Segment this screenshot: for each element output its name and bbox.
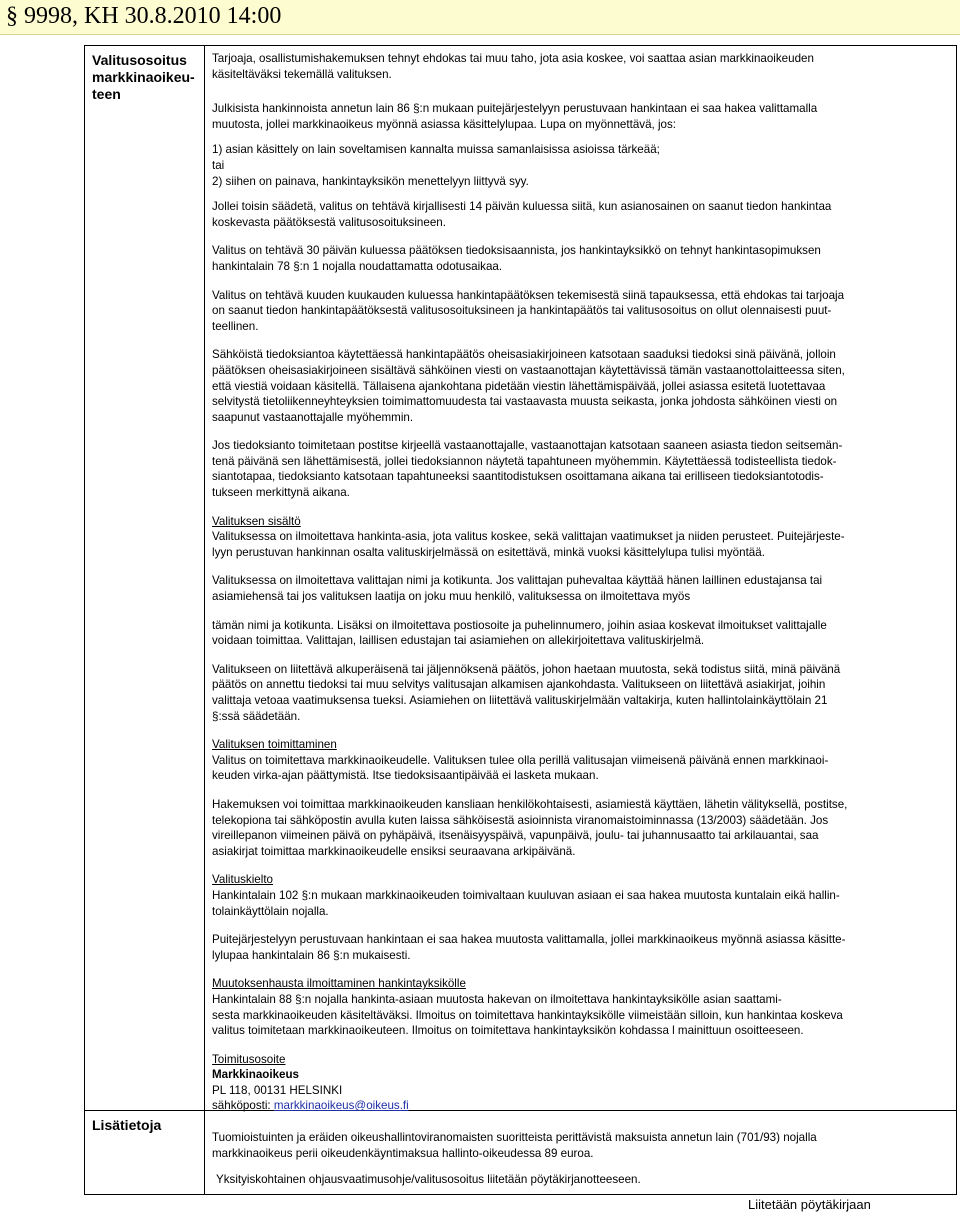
email-label: sähköposti: [212, 1099, 274, 1113]
court-name: Markkinaoikeus [212, 1068, 299, 1082]
section-heading: Valituskielto [212, 873, 274, 887]
section-notify-unit: Muutoksenhausta ilmoittaminen hankintayksikölle Hankintalain 88 §:n nojalla hankinta-asiaan muutosta hakevan on ilmoitettava hankintayksikölle asian saattami- sesta markkinaoikeuden käsiteltäväksi. Ilmoitus on toimitettava hankintayksikölle viimeistään silloin, kun hankintaa koskeva valitus toimitetaan markkinaoikeuteen. Ilmoitus on toimitettava hankintayksikön kohdassa l mainittuun osoitteeseen. [212, 976, 952, 1038]
section-heading: Valituksen toimittaminen [212, 738, 337, 752]
section-submitting-appeal: Valituksen toimittaminen Valitus on toimitettava markkinaoikeudelle. Valituksen tulee olla perillä valitusajan viimeisenä päivänä ennen markkinaoi- keuden virka-ajan päättymistä. Itse tiedoksisaantipäivää ei lasketa mukaan. [212, 737, 952, 784]
page-title: § 9998, KH 30.8.2010 14:00 [6, 3, 282, 29]
section-appeal-content: Valituksen sisältö Valituksessa on ilmoitettava hankinta-asia, jota valitus koskee, sekä valittajan vaatimukset ja niiden perusteet. Puitejärjeste- lyyn perustuvan hankinnan osalta valituskirjelmässä on esitettävä, minkä vuoksi käsittelylupa tulisi myöntää. [212, 514, 952, 561]
section-appeal-prohibition: Valituskielto Hankintalain 102 §:n mukaan markkinaoikeuden toimivaltaan kuuluvan asiaan ei saa hakea muutosta kuntalain eikä hallin- tolainkäyttölain nojalla. [212, 872, 952, 919]
paragraph-attachments: Valitukseen on liitettävä alkuperäisenä tai jäljennöksenä päätös, johon haetaan muutosta, sekä todistus siitä, minä päivänä päätös on annettu tiedoksi tai muu selvitys valitusajan alkamisen ajankohdasta. Valitukseen on liitettävä asiakirjat, joihin valittaja vetoaa vaatimuksensa tueksi. Asiamiehen on liitettävä valituskirjelmään valtakirja, kuten hallintolainkäyttölain 21 §:ssä säädetään. [212, 662, 841, 723]
paragraph-30-days: Valitus on tehtävä 30 päivän kuluessa päätöksen tiedoksisaannista, jos hankintayksikkö on tehnyt hankintasopimuksen hankintalain 78 §:n 1 nojalla noudattamatta odotusaikaa. [212, 244, 821, 273]
attachment-note: Yksityiskohtainen ohjausvaatimusohje/valitusosoitus liitetään pöytäkirjanotteeseen. [216, 1173, 641, 1186]
appeal-content [212, 51, 952, 1114]
footer-note: Liitetään pöytäkirjaan [748, 1197, 871, 1212]
label-appeal-instructions: Valitusosoitus markkinaoikeu- teen [92, 52, 195, 102]
email-link[interactable]: markkinaoikeus@oikeus.fi [273, 1099, 409, 1113]
header-bar [0, 0, 960, 35]
label-additional-info: Lisätietoja [92, 1117, 162, 1133]
paragraph-framework-prohibition: Puitejärjestelyyn perustuvaan hankintaan ei saa hakea muutosta valittamalla, jollei markkinaoikeus myönnä asiassa käsitte- lylupaa hankintalain 86 §:n mukaisesti. [212, 933, 846, 962]
paragraph-appellant-name: Valituksessa on ilmoitettava valittajan nimi ja kotikunta. Jos valittajan puhevaltaa käyttää hänen laillinen edustajansa tai asiamiehensä tai jos valituksen laatija on joku muu henkilö, valituksessa on ilmoitettava myös [212, 574, 823, 604]
postal-address: PL 118, 00131 HELSINKI [212, 1083, 343, 1097]
paragraph-appellant-address: tämän nimi ja kotikunta. Lisäksi on ilmoitettava postiosoite ja puhelinnumero, joihin asiaa koskevat ilmoitukset valittajalle voidaan toimittaa. Valittajan, laillisen edustajan tai asiamiehen on allekirjoitettava valituskirjelmä. [212, 618, 827, 648]
appeal-instructions-table [84, 45, 957, 1195]
paragraph-14-days: Jollei toisin säädetä, valitus on tehtävä kirjallisesti 14 päivän kuluessa siitä, kun asianosainen on saanut tiedon hankintaa koskevasta päätöksestä valitusosoituksineen. [212, 200, 832, 229]
paragraph-electronic-notice: Sähköistä tiedoksiantoa käytettäessä hankintapäätös oheisasiakirjoineen katsotaan saaduksi tiedoksi sinä päivänä, jolloin päätöksen oheisasiakirjoineen sisältävä sähköinen viesti on vastaanottajan käytettävissä tämän vastaanottolaitteessa siten, että viestiä voidaan käsitellä. Tällaisena ajankohtana pidetään viestin lähettämispäivää, jollei asiassa esitetä luotettavaa selvitystä tietoliikenneyhteyksien toimimattomuudesta tai vastaavasta muusta seikasta, jonka johdosta sähköinen viesti on saapunut vastaanottajalle myöhemmin. [212, 348, 845, 424]
section-heading: Muutoksenhausta ilmoittaminen hankintayksikölle [212, 977, 466, 991]
section-heading: Valituksen sisältö [212, 514, 301, 528]
paragraph-six-months: Valitus on tehtävä kuuden kuukauden kuluessa hankintapäätöksen tekemisestä siinä tapauksessa, että ehdokas tai tarjoaja on saanut tiedon hankintapäätöksestä valitusosoituksineen ja hankintapäätös tai valitusosoitus on ollut olennaisesti puut- teellinen. [212, 288, 845, 333]
fee-info: Tuomioistuinten ja eräiden oikeushallintoviranomaisten suoritteista perittävistä maksuista annetun lain (701/93) nojalla markkinaoikeus perii oikeudenkäyntimaksua hallinto-oikeudessa 89 euroa. [212, 1131, 817, 1160]
section-heading: Toimitusosoite [212, 1052, 286, 1066]
section-delivery-address [212, 1052, 952, 1114]
paragraph-delivery-methods: Hakemuksen voi toimittaa markkinaoikeuden kansliaan henkilökohtaisesti, asiamiestä käyttäen, lähetin välityksellä, postitse, telekopiona tai sähköpostin avulla kuten laissa sähköisestä asioinnista viranomaistoiminnassa (13/2003) säädetään. Jos vireillepanon viimeinen päivä on pyhäpäivä, itsenäisyyspäivä, vapunpäivä, joulu- tai juhannusaatto tai arkilauantai, saa asiakirjat toimittaa markkinaoikeudelle ensiksi seuraavana arkipäivänä. [212, 797, 848, 858]
paragraph-permission-conditions: 1) asian käsittely on lain soveltamisen kannalta muissa samanlaisissa asioissa tärkeää; tai 2) siihen on painava, hankintayksikön menettelyyn liittyvä syy. [212, 143, 660, 188]
paragraph-framework-permission: Julkisista hankinnoista annetun lain 86 §:n mukaan puitejärjestelyyn perustuvaan hankintaan ei saa hakea valittamalla muutosta, jollei markkinaoikeus myönnä asiassa käsittelylupaa. Lupa on myönnettävä, jos: [212, 102, 818, 131]
column-divider [204, 46, 205, 1194]
paragraph-who-may-appeal: Tarjoaja, osallistumishakemuksen tehnyt ehdokas tai muu taho, jota asia koskee, voi saattaa asian markkinaoikeuden käsiteltäväksi tekemällä valituksen. [212, 52, 814, 81]
paragraph-postal-notice: Jos tiedoksianto toimitetaan postitse kirjeellä vastaanottajalle, vastaanottajan katsotaan saaneen asiasta tiedon seitsemän- tenä päivänä sen lähettämisestä, jollei tiedoksiannon näytetä tapahtuneen myöhemmin. Käytettäessä todisteellista tiedok- siantotapaa, tiedoksianto katsotaan tapahtuneeksi saantitodistuksen osoittamana aikana tai erilliseen tiedoksiantotodis- tukseen merkittynä aikana. [212, 439, 843, 500]
